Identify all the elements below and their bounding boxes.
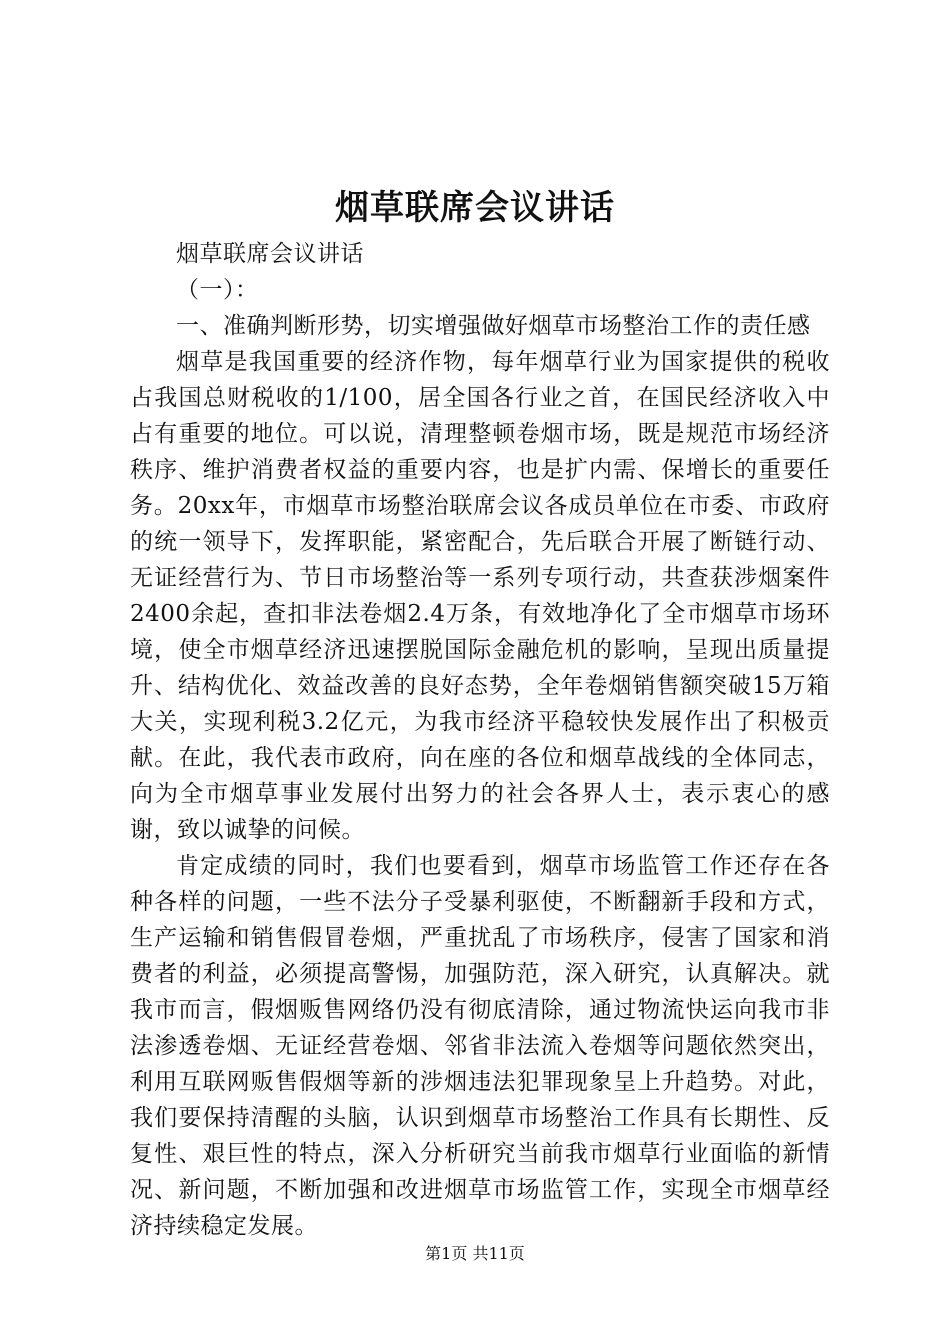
document-title: 烟草联席会议讲话 xyxy=(335,188,615,228)
paragraph-body-2: 肯定成绩的同时，我们也要看到，烟草市场监管工作还存在各种各样的问题，一些不法分子受暴利驱使，不断翻新手段和方式，生产运输和销售假冒卷烟，严重扰乱了市场秩序，侵害了国家和消费者的利益，必须提高警惕，加强防范，深入研究，认真解决。就我市而言，假烟贩售网络仍没有彻底清除，通过物流快运向我市非法渗透卷烟、无证经营卷烟、邻省非法流入卷烟等问题依然突出，利用互联网贩售假烟等新的涉烟违法犯罪现象呈上升趋势。对此，我们要保持清醒的头脑，认识到烟草市场整治工作具有长期性、反复性、艰巨性的特点，深入分析研究当前我市烟草行业面临的新情况、新问题，不断加强和改进烟草市场监管工作，实现全市烟草经济持续稳定发展。 xyxy=(130,853,830,1239)
paragraph-body-1: 烟草是我国重要的经济作物，每年烟草行业为国家提供的税收占我国总财税收的1/100，居全国各行业之首，在国民经济收入中占有重要的地位。可以说，清理整顿卷烟市场，既是规范市场经济秩序、维护消费者权益的重要内容，也是扩内需、保增长的重要任务。20xx年，市烟草市场整治联席会议各成员单位在市委、市政府的统一领导下，发挥职能，紧密配合，先后联合开展了断链行动、无证经营行为、节日市场整治等一系列专项行动，共查获涉烟案件2400余起，查扣非法卷烟2.4万条，有效地净化了全市烟草市场环境，使全市烟草经济迅速摆脱国际金融危机的影响，呈现出质量提升、结构优化、效益改善的良好态势，全年卷烟销售额突破15万箱大关，实现利税3.2亿元，为我市经济平稳较快发展作出了积极贡献。在此，我代表市政府，向在座的各位和烟草战线的全体同志，向为全市烟草事业发展付出努力的社会各界人士，表示衷心的感谢，致以诚挚的问候。 xyxy=(130,349,830,843)
document-body xyxy=(130,236,830,1244)
paragraph-subtitle: 烟草联席会议讲话 xyxy=(176,241,364,267)
page-footer: 第1页 共11页 xyxy=(425,1244,525,1263)
paragraph-section-marker: （一）： xyxy=(176,277,259,303)
paragraph-heading: 一、准确判断形势，切实增强做好烟草市场整治工作的责任感 xyxy=(176,313,811,339)
